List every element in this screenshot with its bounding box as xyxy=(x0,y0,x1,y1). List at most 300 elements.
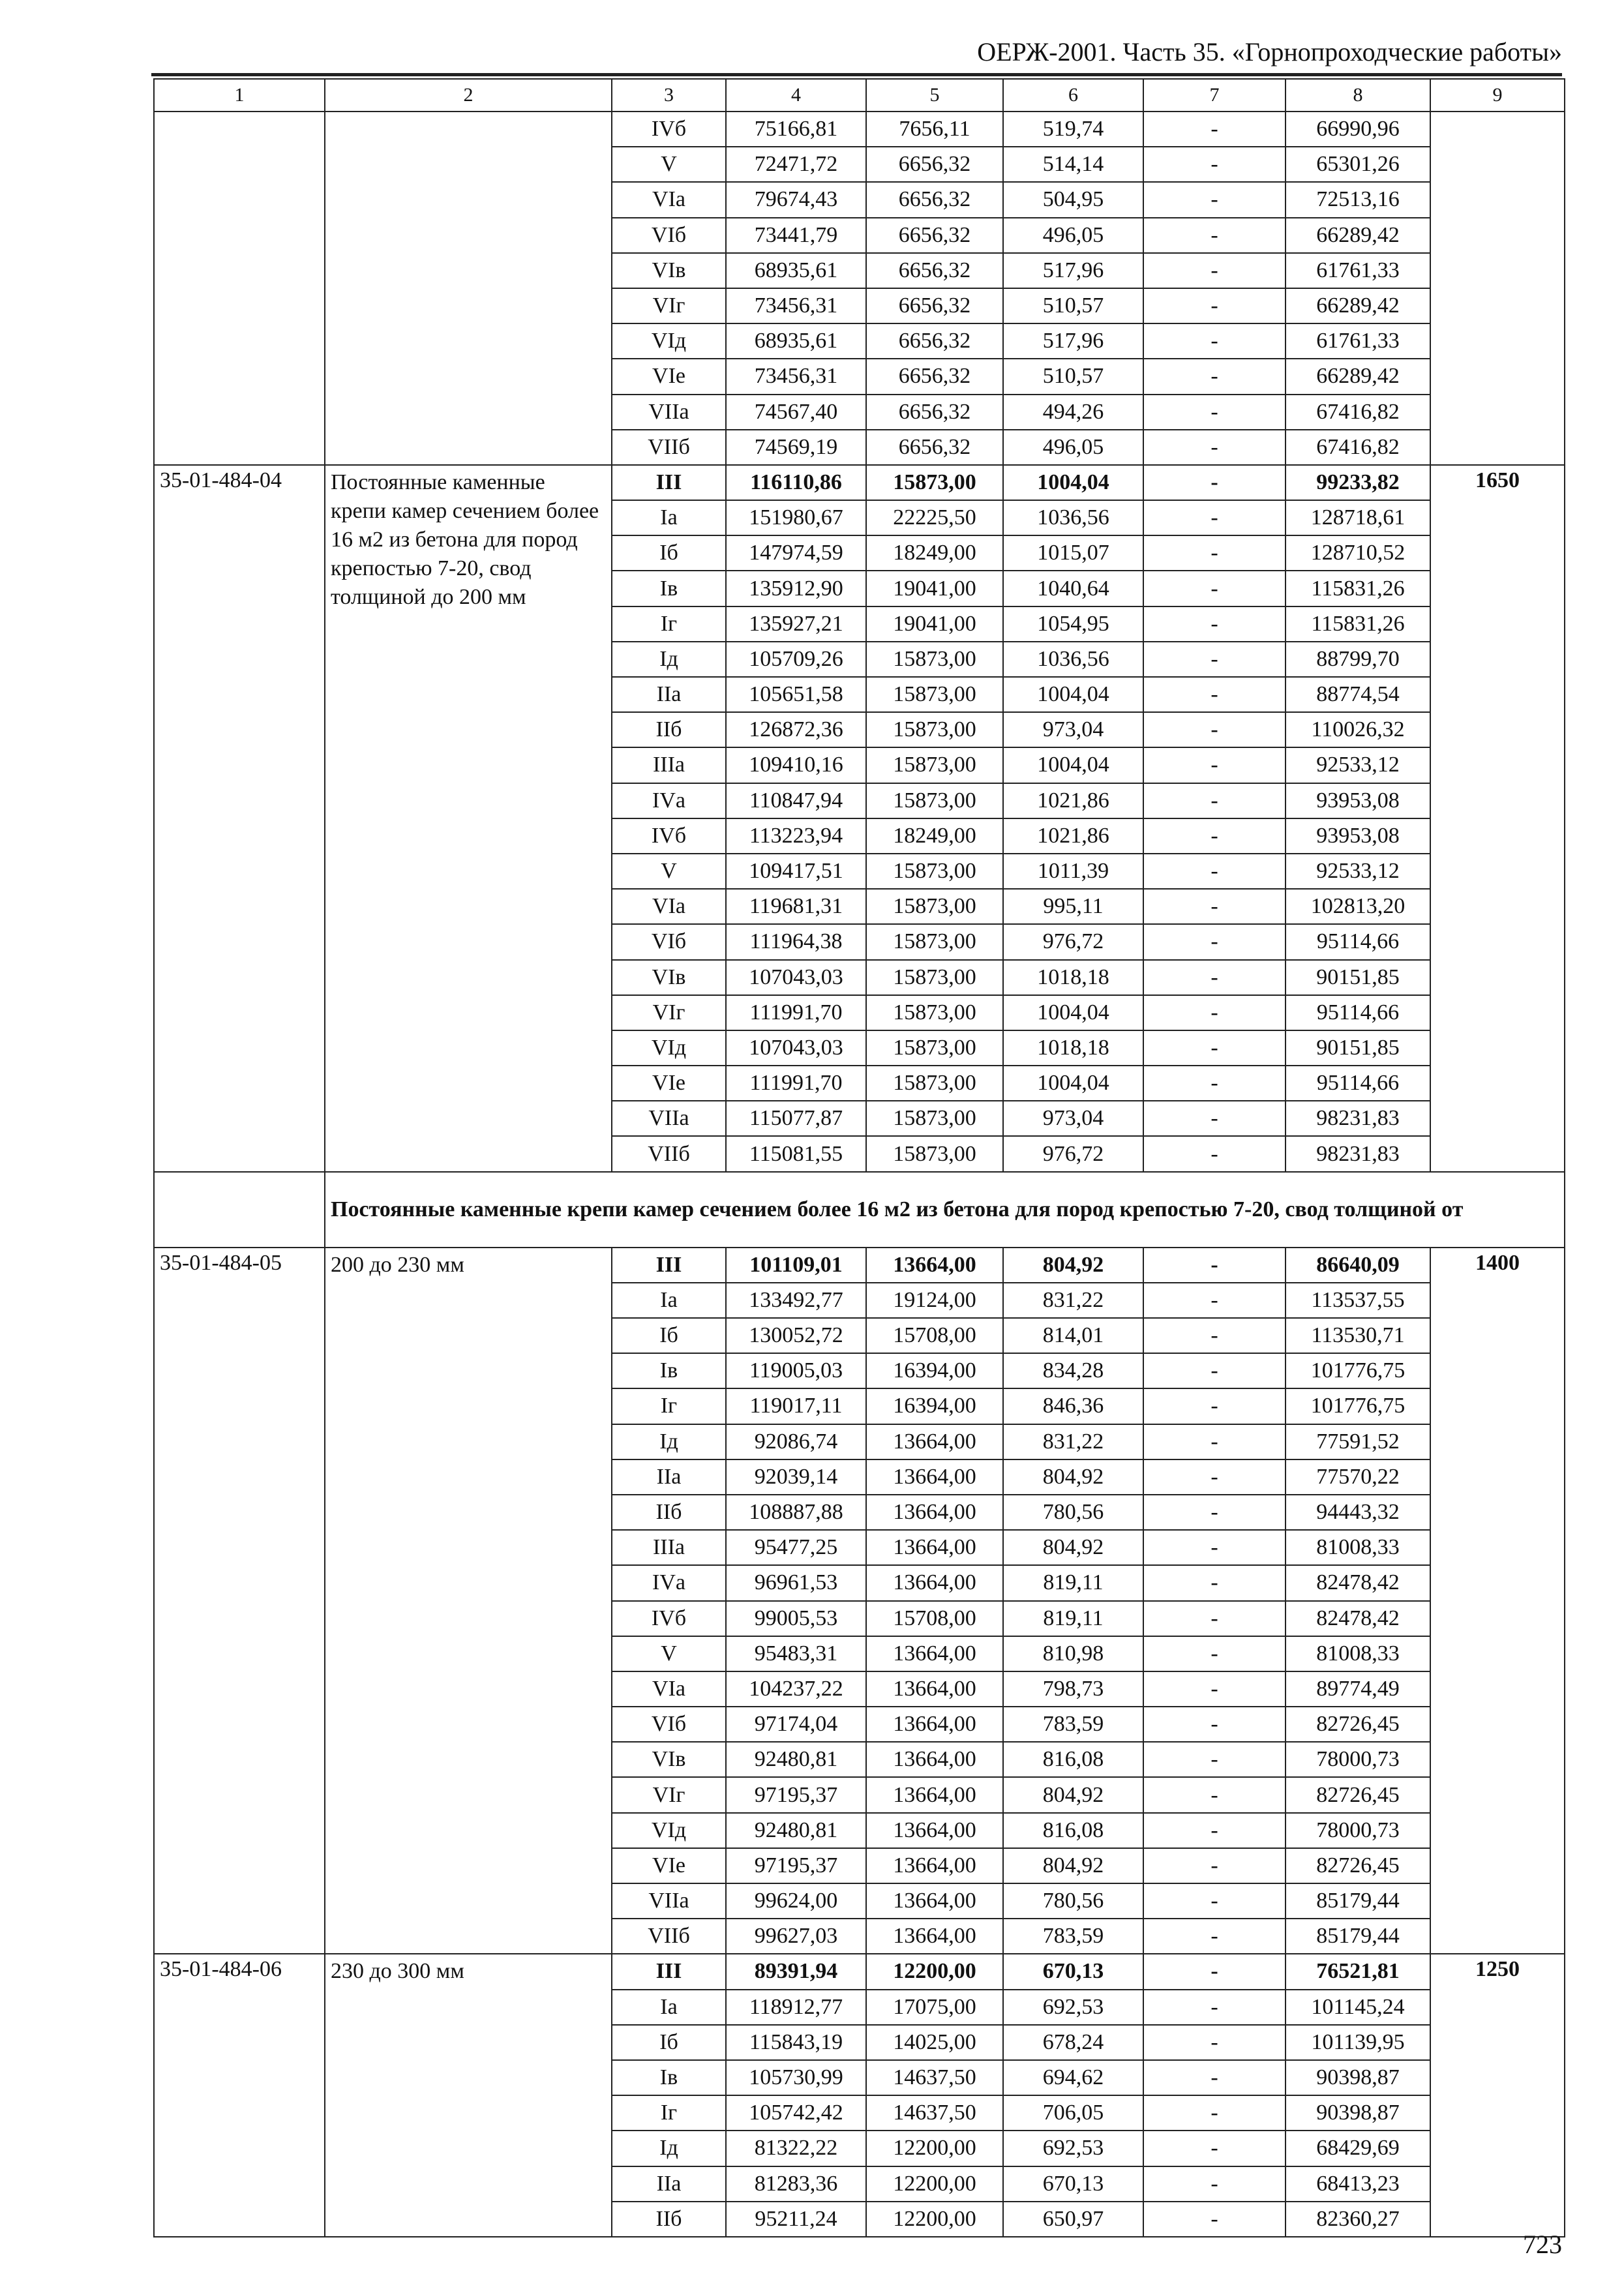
value-col-5: 12200,00 xyxy=(866,2202,1003,2237)
value-col-5: 13664,00 xyxy=(866,1248,1003,1283)
value-col-8: 66289,42 xyxy=(1286,359,1430,394)
value-col-7: - xyxy=(1143,218,1286,253)
value-col-6: 831,22 xyxy=(1003,1424,1143,1459)
value-col-7: - xyxy=(1143,1136,1286,1171)
value-col-4: 105742,42 xyxy=(726,2095,866,2131)
value-col-5: 13664,00 xyxy=(866,1459,1003,1495)
value-col-4: 101109,01 xyxy=(726,1248,866,1283)
rock-category: Iд xyxy=(612,1424,726,1459)
value-col-6: 780,56 xyxy=(1003,1495,1143,1530)
section-heading: Постоянные каменные крепи камер сечением более 16 м2 из бетона для пород крепостью 7-20, свод толщиной от xyxy=(325,1172,1565,1248)
value-col-6: 783,59 xyxy=(1003,1919,1143,1954)
value-col-4: 109410,16 xyxy=(726,747,866,783)
value-col-8: 86640,09 xyxy=(1286,1248,1430,1283)
value-col-6: 819,11 xyxy=(1003,1601,1143,1636)
value-col-4: 99624,00 xyxy=(726,1883,866,1919)
value-col-8: 76521,81 xyxy=(1286,1954,1430,1989)
value-col-5: 15873,00 xyxy=(866,960,1003,995)
value-col-6: 783,59 xyxy=(1003,1707,1143,1742)
value-col-6: 692,53 xyxy=(1003,1990,1143,2025)
value-col-4: 89391,94 xyxy=(726,1954,866,1989)
value-col-5: 15873,00 xyxy=(866,1101,1003,1136)
value-col-6: 1036,56 xyxy=(1003,642,1143,677)
rock-category: Iг xyxy=(612,1388,726,1424)
value-col-7: - xyxy=(1143,854,1286,889)
rate-description: Постоянные каменные крепи камер сечением более 16 м2 из бетона для пород крепостью 7-20, свод толщиной до 200 мм xyxy=(325,465,612,1172)
value-col-6: 846,36 xyxy=(1003,1388,1143,1424)
value-col-4: 81322,22 xyxy=(726,2131,866,2166)
value-col-4: 95211,24 xyxy=(726,2202,866,2237)
value-col-4: 79674,43 xyxy=(726,182,866,217)
value-col-5: 15873,00 xyxy=(866,465,1003,500)
value-col-8: 82478,42 xyxy=(1286,1565,1430,1600)
value-col-5: 15873,00 xyxy=(866,924,1003,959)
rate-code: 35-01-484-05 xyxy=(154,1248,325,1954)
value-col-6: 780,56 xyxy=(1003,1883,1143,1919)
value-col-8: 92533,12 xyxy=(1286,747,1430,783)
value-col-7: - xyxy=(1143,1777,1286,1812)
rock-category: VIв xyxy=(612,960,726,995)
value-col-6: 804,92 xyxy=(1003,1530,1143,1565)
value-col-6: 519,74 xyxy=(1003,112,1143,147)
value-col-4: 107043,03 xyxy=(726,1030,866,1066)
value-col-8: 128718,61 xyxy=(1286,500,1430,535)
value-col-8: 110026,32 xyxy=(1286,712,1430,747)
rock-category: IIIа xyxy=(612,1530,726,1565)
value-col-4: 92480,81 xyxy=(726,1813,866,1848)
rock-category: VIе xyxy=(612,1066,726,1101)
value-col-5: 15873,00 xyxy=(866,783,1003,818)
value-col-7: - xyxy=(1143,1636,1286,1671)
value-col-6: 1004,04 xyxy=(1003,995,1143,1030)
rock-category: Iа xyxy=(612,1283,726,1318)
value-col-7: - xyxy=(1143,1919,1286,1954)
value-col-8: 90151,85 xyxy=(1286,1030,1430,1066)
column-number: 1 xyxy=(154,79,325,112)
value-col-6: 670,13 xyxy=(1003,2166,1143,2202)
rock-category: Iг xyxy=(612,2095,726,2131)
rock-category: VIг xyxy=(612,288,726,323)
value-col-4: 126872,36 xyxy=(726,712,866,747)
value-col-8: 95114,66 xyxy=(1286,1066,1430,1101)
column-number: 8 xyxy=(1286,79,1430,112)
value-col-7: - xyxy=(1143,642,1286,677)
rock-category: VIа xyxy=(612,1671,726,1707)
value-col-4: 130052,72 xyxy=(726,1318,866,1353)
rock-category: VIа xyxy=(612,889,726,924)
value-col-4: 105730,99 xyxy=(726,2060,866,2095)
value-col-6: 1015,07 xyxy=(1003,535,1143,571)
value-col-4: 95483,31 xyxy=(726,1636,866,1671)
value-col-5: 13664,00 xyxy=(866,1813,1003,1848)
column-number: 6 xyxy=(1003,79,1143,112)
value-col-4: 119005,03 xyxy=(726,1353,866,1388)
value-col-4: 95477,25 xyxy=(726,1530,866,1565)
value-col-4: 151980,67 xyxy=(726,500,866,535)
rock-category: V xyxy=(612,147,726,182)
value-col-6: 1021,86 xyxy=(1003,818,1143,854)
rock-category: VIб xyxy=(612,218,726,253)
rock-category: Iв xyxy=(612,1353,726,1388)
value-col-6: 517,96 xyxy=(1003,323,1143,359)
value-col-8: 61761,33 xyxy=(1286,323,1430,359)
value-col-5: 19041,00 xyxy=(866,571,1003,606)
value-col-5: 13664,00 xyxy=(866,1742,1003,1777)
value-col-8: 99233,82 xyxy=(1286,465,1430,500)
rate-description xyxy=(325,112,612,465)
section-heading-row xyxy=(154,1172,1565,1248)
value-col-5: 6656,32 xyxy=(866,359,1003,394)
table-row xyxy=(154,465,1565,500)
rock-category: VIд xyxy=(612,1813,726,1848)
value-col-6: 1036,56 xyxy=(1003,500,1143,535)
value-col-5: 15708,00 xyxy=(866,1318,1003,1353)
value-col-5: 13664,00 xyxy=(866,1848,1003,1883)
rock-category: Iб xyxy=(612,2025,726,2060)
rock-category: Iб xyxy=(612,1318,726,1353)
value-col-5: 6656,32 xyxy=(866,182,1003,217)
value-col-7: - xyxy=(1143,1424,1286,1459)
value-col-8: 66289,42 xyxy=(1286,288,1430,323)
value-col-8: 82478,42 xyxy=(1286,1601,1430,1636)
value-col-7: - xyxy=(1143,182,1286,217)
rock-category: Iв xyxy=(612,571,726,606)
rate-code: 35-01-484-06 xyxy=(154,1954,325,2237)
value-col-6: 1004,04 xyxy=(1003,465,1143,500)
rock-category: IIа xyxy=(612,1459,726,1495)
value-col-7: - xyxy=(1143,924,1286,959)
value-col-8: 65301,26 xyxy=(1286,147,1430,182)
rock-category: VIд xyxy=(612,1030,726,1066)
rock-category: V xyxy=(612,1636,726,1671)
rock-category: IIIа xyxy=(612,747,726,783)
rock-category: Iд xyxy=(612,2131,726,2166)
value-col-5: 15873,00 xyxy=(866,995,1003,1030)
value-col-5: 15873,00 xyxy=(866,889,1003,924)
rock-category: IVб xyxy=(612,1601,726,1636)
value-col-7: - xyxy=(1143,2025,1286,2060)
value-col-8: 90398,87 xyxy=(1286,2060,1430,2095)
value-col-5: 15873,00 xyxy=(866,677,1003,712)
value-col-8: 82360,27 xyxy=(1286,2202,1430,2237)
value-col-8: 81008,33 xyxy=(1286,1530,1430,1565)
value-col-7: - xyxy=(1143,1742,1286,1777)
value-col-4: 110847,94 xyxy=(726,783,866,818)
value-col-4: 115843,19 xyxy=(726,2025,866,2060)
value-col-8: 81008,33 xyxy=(1286,1636,1430,1671)
table-row xyxy=(154,1248,1565,1283)
value-col-4: 119017,11 xyxy=(726,1388,866,1424)
value-col-8: 68413,23 xyxy=(1286,2166,1430,2202)
value-col-6: 1004,04 xyxy=(1003,747,1143,783)
value-col-8: 77591,52 xyxy=(1286,1424,1430,1459)
rate-code: 35-01-484-04 xyxy=(154,465,325,1172)
value-col-5: 18249,00 xyxy=(866,535,1003,571)
rock-category: Iа xyxy=(612,500,726,535)
value-col-7: - xyxy=(1143,571,1286,606)
rock-category: Iд xyxy=(612,642,726,677)
value-col-4: 99627,03 xyxy=(726,1919,866,1954)
value-col-8: 113530,71 xyxy=(1286,1318,1430,1353)
value-col-8: 113537,55 xyxy=(1286,1283,1430,1318)
value-col-4: 115077,87 xyxy=(726,1101,866,1136)
rock-category: IVб xyxy=(612,112,726,147)
rate-total: 1650 xyxy=(1430,465,1565,1172)
value-col-7: - xyxy=(1143,1101,1286,1136)
value-col-8: 115831,26 xyxy=(1286,606,1430,642)
value-col-4: 111991,70 xyxy=(726,1066,866,1101)
value-col-8: 66289,42 xyxy=(1286,218,1430,253)
value-col-4: 92039,14 xyxy=(726,1459,866,1495)
rock-category: VIе xyxy=(612,359,726,394)
page-number: 723 xyxy=(1523,2230,1562,2259)
value-col-7: - xyxy=(1143,500,1286,535)
value-col-6: 510,57 xyxy=(1003,359,1143,394)
value-col-4: 104237,22 xyxy=(726,1671,866,1707)
table-row xyxy=(154,112,1565,147)
column-number: 4 xyxy=(726,79,866,112)
rock-category: VIг xyxy=(612,1777,726,1812)
value-col-4: 119681,31 xyxy=(726,889,866,924)
value-col-4: 92480,81 xyxy=(726,1742,866,1777)
rock-category: VIIб xyxy=(612,430,726,465)
value-col-7: - xyxy=(1143,2202,1286,2237)
value-col-4: 105709,26 xyxy=(726,642,866,677)
value-col-7: - xyxy=(1143,1954,1286,1989)
rock-category: VIIб xyxy=(612,1136,726,1171)
rock-category: IIб xyxy=(612,712,726,747)
value-col-4: 97195,37 xyxy=(726,1848,866,1883)
value-col-5: 14637,50 xyxy=(866,2095,1003,2131)
value-col-7: - xyxy=(1143,677,1286,712)
value-col-8: 88774,54 xyxy=(1286,677,1430,712)
value-col-8: 98231,83 xyxy=(1286,1136,1430,1171)
value-col-7: - xyxy=(1143,359,1286,394)
value-col-7: - xyxy=(1143,818,1286,854)
rock-category: III xyxy=(612,1954,726,1989)
value-col-5: 16394,00 xyxy=(866,1388,1003,1424)
value-col-8: 95114,66 xyxy=(1286,924,1430,959)
value-col-5: 13664,00 xyxy=(866,1671,1003,1707)
value-col-4: 115081,55 xyxy=(726,1136,866,1171)
value-col-6: 1011,39 xyxy=(1003,854,1143,889)
price-table xyxy=(153,78,1565,2237)
value-col-6: 995,11 xyxy=(1003,889,1143,924)
value-col-4: 73456,31 xyxy=(726,359,866,394)
value-col-7: - xyxy=(1143,253,1286,288)
value-col-7: - xyxy=(1143,465,1286,500)
rate-total: 1250 xyxy=(1430,1954,1565,2237)
rate-code xyxy=(154,112,325,465)
value-col-5: 15873,00 xyxy=(866,712,1003,747)
value-col-7: - xyxy=(1143,1066,1286,1101)
rock-category: IVа xyxy=(612,783,726,818)
value-col-7: - xyxy=(1143,1459,1286,1495)
value-col-6: 494,26 xyxy=(1003,395,1143,430)
value-col-8: 66990,96 xyxy=(1286,112,1430,147)
value-col-4: 109417,51 xyxy=(726,854,866,889)
value-col-8: 82726,45 xyxy=(1286,1777,1430,1812)
rock-category: III xyxy=(612,465,726,500)
rock-category: Iв xyxy=(612,2060,726,2095)
value-col-5: 16394,00 xyxy=(866,1353,1003,1388)
rock-category: VIв xyxy=(612,1742,726,1777)
rate-total: 1400 xyxy=(1430,1248,1565,1954)
value-col-7: - xyxy=(1143,712,1286,747)
value-col-8: 89774,49 xyxy=(1286,1671,1430,1707)
rate-description: 230 до 300 мм xyxy=(325,1954,612,2237)
page-header: ОЕРЖ-2001. Часть 35. «Горнопроходческие работы» xyxy=(977,37,1562,67)
value-col-8: 82726,45 xyxy=(1286,1848,1430,1883)
value-col-7: - xyxy=(1143,1283,1286,1318)
value-col-6: 496,05 xyxy=(1003,218,1143,253)
value-col-4: 72471,72 xyxy=(726,147,866,182)
value-col-8: 128710,52 xyxy=(1286,535,1430,571)
value-col-8: 95114,66 xyxy=(1286,995,1430,1030)
value-col-5: 12200,00 xyxy=(866,2131,1003,2166)
value-col-5: 13664,00 xyxy=(866,1707,1003,1742)
value-col-5: 19041,00 xyxy=(866,606,1003,642)
value-col-6: 510,57 xyxy=(1003,288,1143,323)
value-col-5: 14025,00 xyxy=(866,2025,1003,2060)
value-col-7: - xyxy=(1143,1883,1286,1919)
table-row xyxy=(154,1954,1565,1989)
value-col-6: 678,24 xyxy=(1003,2025,1143,2060)
value-col-7: - xyxy=(1143,1530,1286,1565)
value-col-5: 6656,32 xyxy=(866,288,1003,323)
value-col-7: - xyxy=(1143,395,1286,430)
value-col-5: 13664,00 xyxy=(866,1565,1003,1600)
value-col-7: - xyxy=(1143,2131,1286,2166)
value-col-6: 1004,04 xyxy=(1003,1066,1143,1101)
value-col-7: - xyxy=(1143,147,1286,182)
value-col-6: 810,98 xyxy=(1003,1636,1143,1671)
value-col-8: 93953,08 xyxy=(1286,818,1430,854)
rock-category: VIIб xyxy=(612,1919,726,1954)
value-col-7: - xyxy=(1143,889,1286,924)
value-col-5: 13664,00 xyxy=(866,1919,1003,1954)
value-col-5: 19124,00 xyxy=(866,1283,1003,1318)
column-number: 5 xyxy=(866,79,1003,112)
value-col-5: 15873,00 xyxy=(866,1030,1003,1066)
value-col-8: 98231,83 xyxy=(1286,1101,1430,1136)
value-col-8: 101139,95 xyxy=(1286,2025,1430,2060)
value-col-7: - xyxy=(1143,430,1286,465)
value-col-7: - xyxy=(1143,606,1286,642)
value-col-4: 92086,74 xyxy=(726,1424,866,1459)
value-col-8: 67416,82 xyxy=(1286,430,1430,465)
column-number: 3 xyxy=(612,79,726,112)
value-col-6: 976,72 xyxy=(1003,1136,1143,1171)
rate-total xyxy=(1430,112,1565,465)
value-col-6: 804,92 xyxy=(1003,1848,1143,1883)
value-col-5: 12200,00 xyxy=(866,2166,1003,2202)
value-col-6: 1018,18 xyxy=(1003,1030,1143,1066)
rock-category: VIе xyxy=(612,1848,726,1883)
value-col-8: 92533,12 xyxy=(1286,854,1430,889)
value-col-4: 75166,81 xyxy=(726,112,866,147)
value-col-7: - xyxy=(1143,747,1286,783)
value-col-4: 118912,77 xyxy=(726,1990,866,2025)
value-col-4: 97195,37 xyxy=(726,1777,866,1812)
value-col-5: 6656,32 xyxy=(866,395,1003,430)
value-col-6: 814,01 xyxy=(1003,1318,1143,1353)
value-col-7: - xyxy=(1143,960,1286,995)
value-col-5: 15873,00 xyxy=(866,747,1003,783)
value-col-7: - xyxy=(1143,1248,1286,1283)
value-col-4: 111991,70 xyxy=(726,995,866,1030)
value-col-7: - xyxy=(1143,1707,1286,1742)
value-col-6: 816,08 xyxy=(1003,1813,1143,1848)
rock-category: Iа xyxy=(612,1990,726,2025)
value-col-4: 81283,36 xyxy=(726,2166,866,2202)
value-col-5: 13664,00 xyxy=(866,1530,1003,1565)
value-col-8: 72513,16 xyxy=(1286,182,1430,217)
value-col-5: 17075,00 xyxy=(866,1990,1003,2025)
value-col-8: 101776,75 xyxy=(1286,1353,1430,1388)
value-col-5: 7656,11 xyxy=(866,112,1003,147)
value-col-4: 113223,94 xyxy=(726,818,866,854)
value-col-6: 1021,86 xyxy=(1003,783,1143,818)
rock-category: VIа xyxy=(612,182,726,217)
value-col-7: - xyxy=(1143,2060,1286,2095)
value-col-4: 68935,61 xyxy=(726,323,866,359)
value-col-7: - xyxy=(1143,1813,1286,1848)
value-col-7: - xyxy=(1143,1671,1286,1707)
rock-category: IVб xyxy=(612,818,726,854)
value-col-6: 670,13 xyxy=(1003,1954,1143,1989)
value-col-6: 804,92 xyxy=(1003,1777,1143,1812)
heading-spacer xyxy=(154,1172,325,1248)
value-col-5: 12200,00 xyxy=(866,1954,1003,1989)
value-col-4: 73456,31 xyxy=(726,288,866,323)
value-col-7: - xyxy=(1143,783,1286,818)
value-col-6: 692,53 xyxy=(1003,2131,1143,2166)
value-col-5: 13664,00 xyxy=(866,1777,1003,1812)
value-col-8: 85179,44 xyxy=(1286,1883,1430,1919)
value-col-7: - xyxy=(1143,1565,1286,1600)
rock-category: Iг xyxy=(612,606,726,642)
value-col-8: 67416,82 xyxy=(1286,395,1430,430)
value-col-5: 6656,32 xyxy=(866,430,1003,465)
value-col-6: 816,08 xyxy=(1003,1742,1143,1777)
value-col-7: - xyxy=(1143,2095,1286,2131)
value-col-7: - xyxy=(1143,995,1286,1030)
value-col-4: 135912,90 xyxy=(726,571,866,606)
rock-category: VIв xyxy=(612,253,726,288)
value-col-4: 74567,40 xyxy=(726,395,866,430)
value-col-4: 133492,77 xyxy=(726,1283,866,1318)
value-col-5: 15873,00 xyxy=(866,1066,1003,1101)
value-col-4: 105651,58 xyxy=(726,677,866,712)
value-col-7: - xyxy=(1143,1388,1286,1424)
rock-category: Iб xyxy=(612,535,726,571)
value-col-6: 496,05 xyxy=(1003,430,1143,465)
value-col-8: 88799,70 xyxy=(1286,642,1430,677)
rock-category: VIб xyxy=(612,924,726,959)
value-col-6: 1004,04 xyxy=(1003,677,1143,712)
value-col-5: 6656,32 xyxy=(866,218,1003,253)
value-col-5: 6656,32 xyxy=(866,253,1003,288)
value-col-7: - xyxy=(1143,2166,1286,2202)
value-col-8: 85179,44 xyxy=(1286,1919,1430,1954)
value-col-6: 973,04 xyxy=(1003,1101,1143,1136)
rock-category: VIб xyxy=(612,1707,726,1742)
value-col-8: 77570,22 xyxy=(1286,1459,1430,1495)
value-col-6: 514,14 xyxy=(1003,147,1143,182)
value-col-6: 834,28 xyxy=(1003,1353,1143,1388)
value-col-8: 78000,73 xyxy=(1286,1742,1430,1777)
